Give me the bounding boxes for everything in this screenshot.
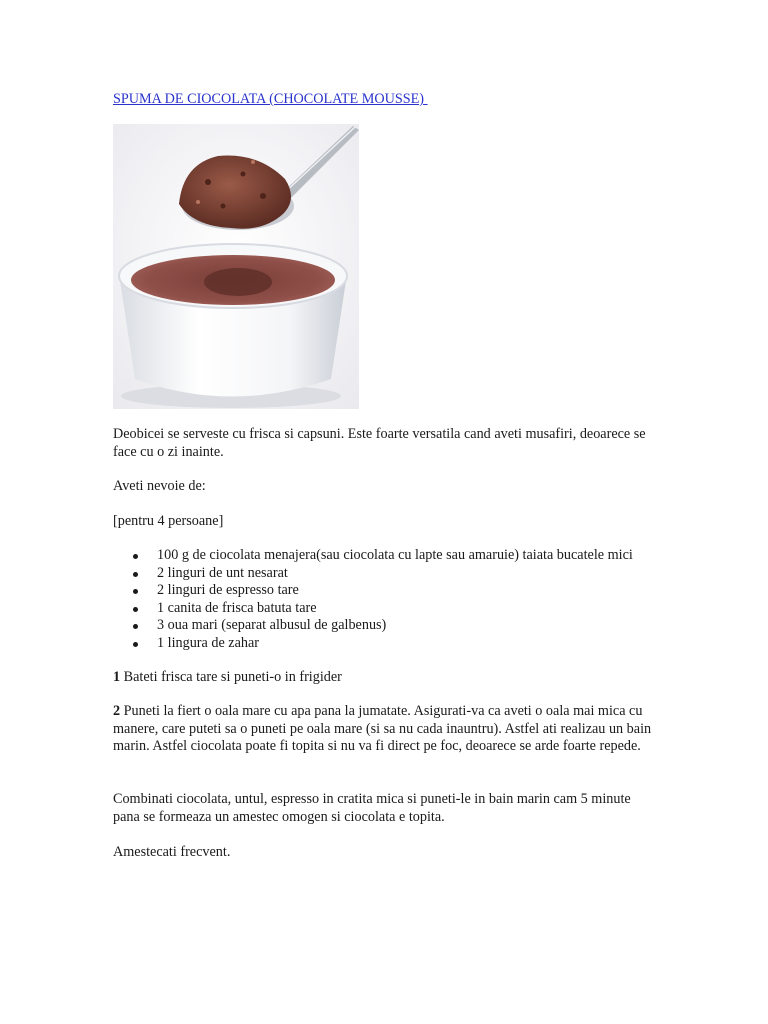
combine-paragraph: Combinati ciocolata, untul, espresso in cratita mica si puneti-le in bain marin cam 5 minute pana se formeaza un amestec omogen si ciocolata e topita. — [113, 791, 631, 825]
ingredient-text: 2 linguri de espresso tare — [157, 582, 299, 598]
ingredient-item — [113, 547, 633, 565]
ingredients-heading: Aveti nevoie de: — [113, 478, 206, 494]
step-text: Bateti frisca tare si puneti-o in frigider — [120, 669, 342, 685]
stir-paragraph: Amestecati frecvent. — [113, 844, 231, 860]
intro-paragraph: Deobicei se serveste cu frisca si capsuni. Este foarte versatila cand aveti musafiri, deoarece se face cu o zi inainte. — [113, 426, 646, 460]
recipe-title-link[interactable]: SPUMA DE CIOCOLATA (CHOCOLATE MOUSSE) — [113, 91, 428, 107]
ingredient-text: 100 g de ciocolata menajera(sau ciocolata cu lapte sau amaruie) taiata bucatele mici — [157, 547, 633, 563]
ingredient-item — [113, 582, 633, 600]
ingredient-item — [113, 565, 633, 583]
step-number: 2 — [113, 703, 121, 719]
bullet-icon — [133, 589, 138, 594]
ingredient-text: 1 canita de frisca batuta tare — [157, 599, 317, 616]
ingredient-list — [113, 547, 633, 652]
ingredient-text: 2 linguri de unt nesarat — [157, 564, 288, 581]
step-text: Puneti la fiert o oala mare cu apa pana la jumatate. Asigurati-va ca aveti o oala mai mica cu manere, care puteti sa o puneti pe oala mare (si sa nu cada inauntru). Astfel ati realizau un bain marin. Astfel ciocolata poate fi topita si nu va fi direct pe foc, deoarece se arde foarte repede. — [113, 703, 652, 754]
chocolate-mousse-photo — [113, 124, 359, 409]
step-1 — [113, 669, 658, 687]
servings-note: [pentru 4 persoane] — [113, 513, 224, 529]
ingredient-text: 1 lingura de zahar — [157, 634, 260, 651]
bullet-icon — [133, 624, 138, 629]
ingredient-item — [113, 600, 633, 618]
bullet-icon — [133, 642, 138, 647]
step-number: 1 — [113, 669, 121, 685]
ingredient-item — [113, 617, 633, 635]
bullet-icon — [133, 572, 138, 577]
ingredient-item — [113, 635, 633, 653]
step-2 — [113, 703, 658, 756]
ingredient-text: 3 oua mari (separat albusul de galbenus) — [157, 617, 387, 633]
bullet-icon — [133, 554, 138, 559]
bullet-icon — [133, 607, 138, 612]
